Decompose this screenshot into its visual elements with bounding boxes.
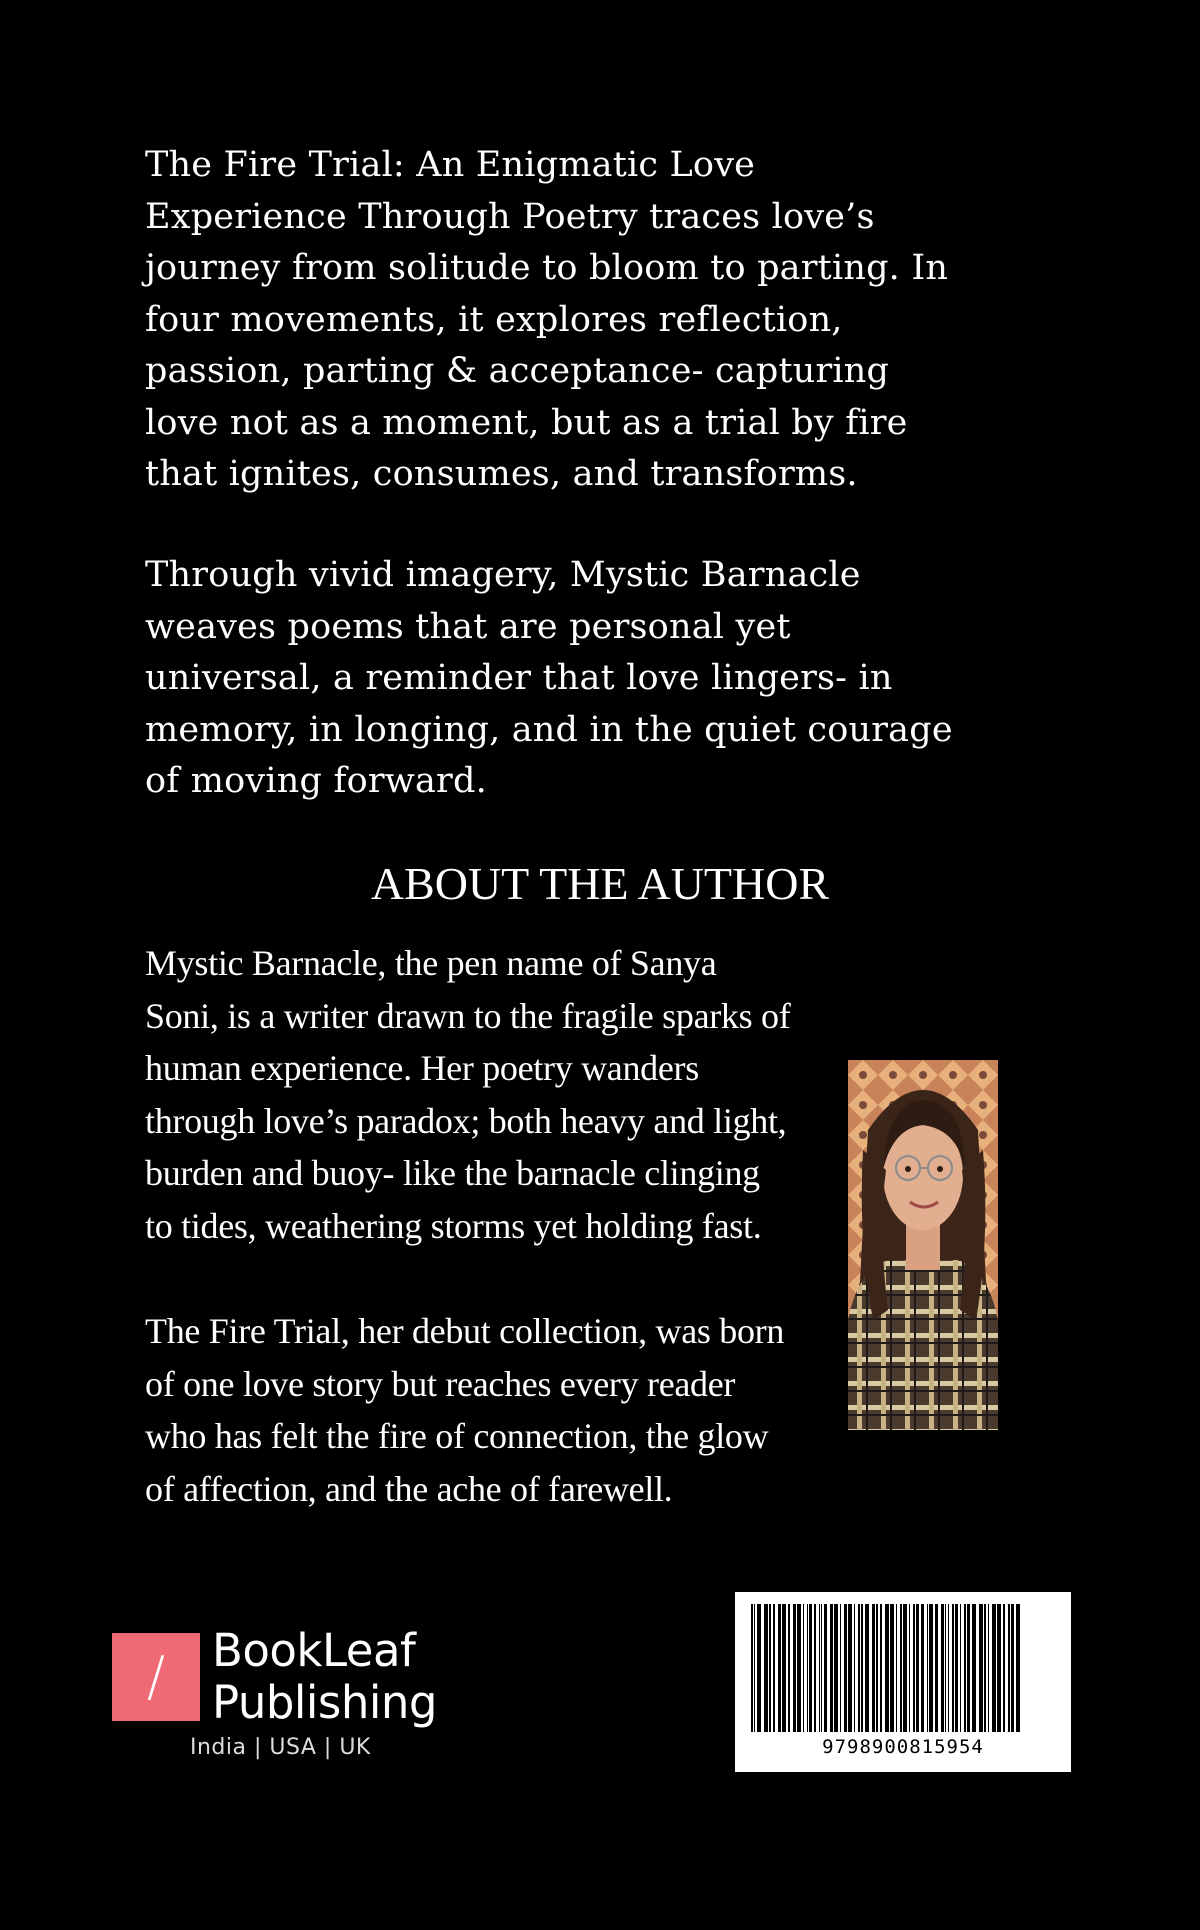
barcode-bar-36 [913, 1604, 915, 1732]
barcode-bar-4 [769, 1604, 771, 1732]
barcode-bar-19 [834, 1604, 838, 1732]
barcode-bar-38 [921, 1604, 924, 1732]
barcode-bar-41 [935, 1604, 938, 1732]
barcode-bar-9 [793, 1604, 796, 1732]
barcode-bar-51 [979, 1604, 983, 1732]
barcode-bars [747, 1604, 1059, 1732]
barcode-bar-20 [840, 1604, 841, 1732]
barcode-bar-24 [858, 1604, 860, 1732]
barcode-bar-25 [861, 1604, 863, 1732]
barcode-bar-39 [927, 1604, 928, 1732]
barcode-bar-56 [1003, 1604, 1005, 1732]
barcode-bar-32 [896, 1604, 897, 1732]
barcode-bar-47 [960, 1604, 961, 1732]
barcode-bar-42 [941, 1604, 944, 1732]
barcode-bar-23 [854, 1604, 855, 1732]
barcode-bar-46 [955, 1604, 958, 1732]
barcode-bar-49 [967, 1604, 970, 1732]
barcode-bar-45 [952, 1604, 954, 1732]
barcode-bar-16 [821, 1604, 822, 1732]
barcode-bar-6 [778, 1604, 781, 1732]
blurb-paragraph-2: Through vivid imagery, Mystic Barnacle weaves poems that are personal yet universal, a reminder that love lingers- in memory, in longing, and in the quiet courage of moving forward. [145, 555, 953, 801]
barcode-bar-14 [814, 1604, 816, 1732]
barcode-bar-28 [876, 1604, 878, 1732]
blurb-paragraph-1: The Fire Trial: An Enigmatic Love Experience Through Poetry traces love’s journey from solitude to bloom to parting. In four movements, it explores reflection, passion, parting & acceptance- capturing love not as a moment, but as a trial by fire that ignites, consumes, and transforms. [145, 145, 949, 494]
barcode-bar-33 [900, 1604, 902, 1732]
publisher-regions: India | USA | UK [190, 1735, 371, 1760]
barcode-bar-17 [824, 1604, 827, 1732]
barcode-bar-35 [909, 1604, 910, 1732]
barcode-bar-53 [988, 1604, 989, 1732]
barcode-bar-48 [964, 1604, 966, 1732]
barcode-bar-58 [1011, 1604, 1014, 1732]
barcode-bar-12 [807, 1604, 808, 1732]
barcode-bar-27 [872, 1604, 875, 1732]
isbn-barcode [735, 1592, 1071, 1772]
barcode-bar-3 [764, 1604, 768, 1732]
barcode-bar-5 [773, 1604, 775, 1732]
about-author-heading: ABOUT THE AUTHOR [370, 858, 830, 909]
isbn-number: 9798900815954 [822, 1736, 984, 1758]
barcode-bar-21 [844, 1604, 847, 1732]
barcode-bar-57 [1008, 1604, 1010, 1732]
barcode-bar-13 [809, 1604, 812, 1732]
barcode-bar-54 [992, 1604, 996, 1732]
barcode-bar-8 [788, 1604, 790, 1732]
publisher-logo [112, 1624, 452, 1760]
barcode-bar-30 [885, 1604, 889, 1732]
slash-icon: / [146, 1645, 166, 1708]
barcode-bar-26 [865, 1604, 869, 1732]
publisher-logo-mark [112, 1633, 200, 1721]
barcode-bar-2 [757, 1604, 761, 1732]
barcode-bar-55 [997, 1604, 1001, 1732]
barcode-bar-29 [880, 1604, 882, 1732]
author-bio-paragraph-1: Mystic Barnacle, the pen name of Sanya Soni, is a writer drawn to the fragile sparks of human experience. Her poetry wanders through love’s paradox; both heavy and light, burden and buoy- like the barnacle clinging to tides, weathering storms yet holding fast. [145, 943, 791, 1246]
barcode-bar-34 [903, 1604, 907, 1732]
barcode-bar-31 [890, 1604, 894, 1732]
barcode-bar-7 [782, 1604, 786, 1732]
barcode-bar-0 [751, 1604, 753, 1732]
barcode-bar-40 [929, 1604, 933, 1732]
barcode-bar-11 [803, 1604, 804, 1732]
barcode-bar-44 [948, 1604, 949, 1732]
barcode-bar-59 [1016, 1604, 1020, 1732]
barcode-bar-10 [797, 1604, 801, 1732]
barcode-bar-50 [972, 1604, 976, 1732]
author-photo [848, 1060, 998, 1430]
barcode-bar-18 [830, 1604, 833, 1732]
author-bio-paragraph-2: The Fire Trial, her debut collection, was born of one love story but reaches every reader who has felt the fire of connection, the glow of affection, and the ache of farewell. [145, 1311, 785, 1509]
barcode-bar-52 [984, 1604, 986, 1732]
barcode-bar-22 [848, 1604, 852, 1732]
barcode-bar-1 [754, 1604, 755, 1732]
barcode-bar-43 [945, 1604, 946, 1732]
barcode-bar-37 [916, 1604, 919, 1732]
barcode-bar-15 [819, 1604, 820, 1732]
publisher-name: BookLeaf Publishing [212, 1624, 437, 1729]
